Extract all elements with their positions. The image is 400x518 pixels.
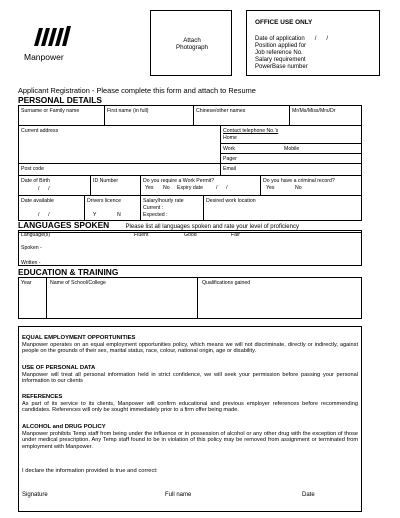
personal-data-text: Manpower will treat all personal information held in strict confidence, we will seek your permission before passing your personal information to our clients [22,371,358,384]
criminal-yes[interactable]: Yes [266,185,275,191]
drivers-licence-no[interactable]: N [117,212,121,218]
salary-rate-label: Salary/hourly rate [143,198,184,204]
salary-expected-field[interactable]: Expected : [143,212,168,218]
written-field[interactable]: Written - [21,260,41,266]
office-line-2: Position applied for [255,43,307,49]
office-use-title: OFFICE USE ONLY [255,19,313,26]
contact-telephone-label: Contact telephone No.'s [223,128,279,134]
spoken-field[interactable]: Spoken - [21,245,42,251]
office-line-1: Date of application / / [255,36,329,42]
manpower-logo [24,24,74,68]
desired-location-field[interactable]: Desired work location [206,198,256,204]
photo-label: Attach Photograph [176,37,208,51]
equal-opportunities-section [22,335,358,355]
photo-box [150,10,232,76]
signature-field[interactable]: Signature [22,492,48,498]
equal-opportunities-text: Manpower operates on an equal employment opportunities policy, which means we will not discriminate, directly or indirectly, against people on the grounds of their sex, marital status, race, colour, national origin, age or disability. [22,341,358,354]
office-line-5: PowerBase number [255,64,308,70]
form-heading: Applicant Registration - Please complete this form and attach to Resume [18,86,256,95]
post-code-field[interactable]: Post code [21,166,45,172]
drivers-licence-field[interactable]: Drivers licence [87,198,122,204]
personal-details-title: PERSONAL DETAILS [18,96,362,106]
salary-current-field[interactable]: Current : [143,205,164,211]
criminal-record-question: Do you have a criminal record? [263,178,335,184]
work-permit-question: Do you require a Work Permit? [143,178,215,184]
office-line-3: Job reference No. [255,50,303,56]
good-header: Good [184,232,197,238]
mobile-phone-field[interactable]: Mobile [284,146,300,152]
languages-note: Please list all languages spoken and rate your level of proficiency [125,224,299,230]
references-section [22,394,358,414]
manpower-logo-icon [32,24,72,48]
home-phone-field[interactable]: Home [223,135,237,141]
drivers-licence-yes[interactable]: Y [93,212,97,218]
school-header: Name of School/College [50,280,106,286]
dob-slashes: / / [38,186,50,192]
expiry-slashes: / / [216,185,228,191]
date-of-birth-field[interactable]: Date of Birth [21,178,50,184]
alcohol-drug-section [22,424,358,450]
personal-data-title: USE OF PERSONAL DATA [22,365,96,371]
date-available-slashes: / / [38,212,50,218]
criminal-no[interactable]: No [295,185,302,191]
personal-data-section [22,365,358,385]
fluent-header: Fluent [134,232,149,238]
email-field[interactable]: Email [223,166,236,172]
date-available-field[interactable]: Date available [21,198,54,204]
first-name-field[interactable]: First name (in full) [107,108,149,114]
brand-name: Manpower [24,52,64,62]
fair-header: Fair [231,232,240,238]
languages-label: Language(s) [21,232,51,238]
declaration-text: I declare the information provided is true and correct: [22,468,158,474]
surname-field[interactable]: Surname or Family name [21,108,80,114]
office-use-box [246,10,380,76]
chinese-name-field[interactable]: Chinese/other names [196,108,246,114]
references-title: REFERENCES [22,394,63,400]
references-text: As part of its service to its clients, Manpower will confirm educational and previous employer references before recommending candidates. References will only be sought immediately prior to a firm offer being made. [22,400,358,413]
education-title: EDUCATION & TRAINING [18,268,362,278]
languages-title-text: LANGUAGES SPOKEN [18,220,110,230]
date-field[interactable]: Date [302,492,315,498]
qualifications-header: Qualifications gained [202,280,251,286]
equal-opportunities-title: EQUAL EMPLOYMENT OPPORTUNITIES [22,335,136,341]
expiry-date-field[interactable]: Expiry date [177,185,203,191]
office-line-4: Salary requirement [255,57,306,63]
current-address-field[interactable]: Current address [21,128,59,134]
alcohol-drug-title: ALCOHOL and DRUG POLICY [22,424,106,430]
id-number-field[interactable]: ID Number [93,178,119,184]
pager-field[interactable]: Pager [223,156,237,162]
work-permit-no[interactable]: No [163,185,170,191]
salutation-field[interactable]: Mr/Ms/Miss/Mrs/Dr [292,108,336,114]
full-name-field[interactable]: Full name [165,492,192,498]
year-header: Year [21,280,32,286]
alcohol-drug-text: Manpower prohibits Temp staff from being under the influence or in possession of alcohol or any other drug with the exception of those under medical prescription. Any Temp staff found to be in violation of this policy may be removed from assignment or terminated from employment with Manpower. [22,430,358,450]
work-phone-field[interactable]: Work [223,146,236,152]
work-permit-yes[interactable]: Yes [145,185,154,191]
